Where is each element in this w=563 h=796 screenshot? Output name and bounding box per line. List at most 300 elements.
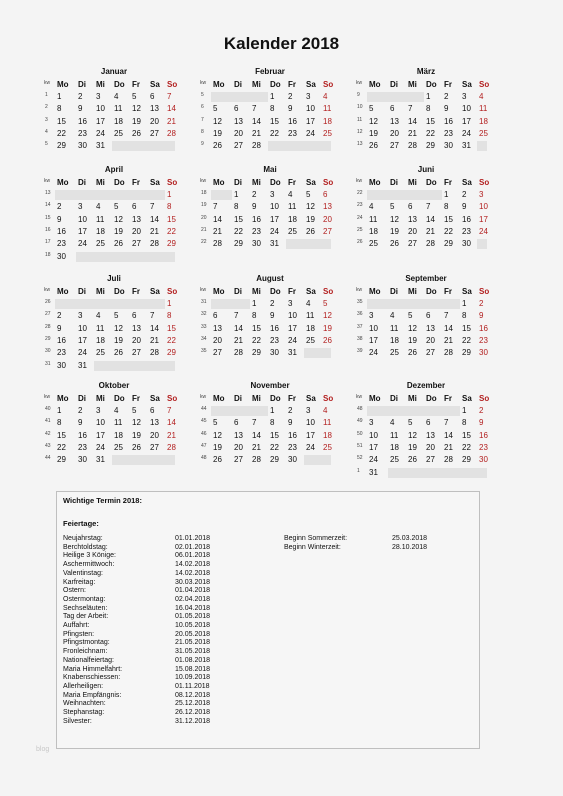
kw-header: kw bbox=[200, 287, 207, 293]
week-number: 44 bbox=[45, 455, 51, 462]
day-cell: 26 bbox=[114, 239, 123, 249]
weekday-header: Fr bbox=[444, 287, 452, 296]
day-cell: 22 bbox=[462, 442, 471, 452]
day-cell: 29 bbox=[426, 141, 435, 151]
day-cell: 1 bbox=[252, 299, 257, 308]
weekday-header: Sa bbox=[150, 287, 160, 296]
day-cell: 14 bbox=[444, 323, 453, 333]
day-cell: 24 bbox=[306, 442, 315, 452]
day-cell: 4 bbox=[323, 406, 328, 415]
day-cell: 3 bbox=[78, 202, 83, 212]
day-cell: 9 bbox=[444, 104, 449, 114]
empty-day-shade bbox=[268, 141, 331, 151]
day-cell: 14 bbox=[150, 323, 159, 333]
day-cell: 31 bbox=[369, 467, 378, 477]
week-number: 45 bbox=[201, 418, 207, 425]
holiday-name: Sechseläuten: bbox=[63, 604, 108, 612]
day-cell: 13 bbox=[426, 323, 435, 333]
day-cell: 9 bbox=[462, 202, 467, 212]
month-name: April bbox=[104, 165, 124, 174]
day-cell: 15 bbox=[462, 323, 471, 333]
day-cell: 14 bbox=[167, 104, 176, 114]
day-cell: 12 bbox=[390, 214, 399, 224]
weekday-header: Sa bbox=[150, 178, 160, 187]
kw-header: kw bbox=[44, 178, 51, 184]
holiday-date: 01.11.2018 bbox=[175, 682, 210, 690]
day-cell: 4 bbox=[306, 299, 311, 308]
day-cell: 19 bbox=[132, 116, 141, 126]
day-cell: 22 bbox=[270, 442, 279, 452]
day-cell: 16 bbox=[288, 430, 297, 440]
day-cell: 5 bbox=[213, 104, 218, 114]
weekday-header: So bbox=[167, 178, 178, 187]
weekday-header: Mo bbox=[57, 178, 69, 187]
week-number: 44 bbox=[201, 406, 207, 412]
week-number: 31 bbox=[201, 299, 207, 305]
day-cell: 30 bbox=[78, 141, 87, 151]
day-cell: 8 bbox=[270, 104, 275, 114]
weekday-header: So bbox=[479, 80, 490, 89]
day-cell: 3 bbox=[306, 92, 311, 101]
weekday-header: Do bbox=[114, 287, 125, 296]
weekday-header: Mo bbox=[369, 178, 381, 187]
month-name: Juli bbox=[107, 274, 121, 283]
day-cell: 28 bbox=[426, 239, 435, 249]
weekday-header: Mi bbox=[96, 80, 105, 89]
day-cell: 13 bbox=[132, 214, 141, 224]
weekday-header: Mi bbox=[408, 80, 417, 89]
day-cell: 1 bbox=[57, 92, 62, 101]
holiday-date: 01.05.2018 bbox=[175, 613, 211, 621]
weekday-header: Mo bbox=[213, 394, 225, 403]
day-cell: 29 bbox=[234, 239, 243, 249]
weekday-header: Mi bbox=[96, 394, 105, 403]
day-cell: 28 bbox=[234, 348, 243, 358]
day-cell: 6 bbox=[323, 190, 328, 199]
holiday-name: Ostern: bbox=[63, 587, 86, 595]
weekday-header: Sa bbox=[462, 394, 472, 403]
day-cell: 4 bbox=[114, 92, 119, 101]
day-cell: 11 bbox=[390, 323, 399, 333]
day-cell: 29 bbox=[167, 348, 176, 358]
day-cell: 17 bbox=[288, 323, 297, 333]
month-name: Januar bbox=[100, 67, 128, 76]
day-cell: 8 bbox=[462, 418, 467, 428]
month-name: Juni bbox=[417, 165, 435, 174]
day-cell: 9 bbox=[288, 418, 293, 428]
day-cell: 30 bbox=[462, 239, 471, 249]
day-cell: 6 bbox=[150, 406, 155, 415]
day-cell: 29 bbox=[462, 348, 471, 358]
day-cell: 6 bbox=[426, 311, 431, 321]
day-cell: 7 bbox=[426, 202, 431, 212]
month-name: Dezember bbox=[406, 381, 446, 390]
week-number: 47 bbox=[201, 442, 207, 449]
holiday-name: Maria Himmelfahrt: bbox=[63, 665, 123, 673]
empty-day-shade bbox=[112, 141, 175, 151]
weekday-header: Do bbox=[114, 178, 125, 187]
day-cell: 31 bbox=[96, 141, 105, 151]
month-name: September bbox=[405, 274, 447, 283]
day-cell: 1 bbox=[444, 190, 449, 199]
day-cell: 8 bbox=[234, 202, 239, 212]
day-cell: 27 bbox=[426, 348, 435, 358]
day-cell: 7 bbox=[408, 104, 413, 114]
weekday-header: Fr bbox=[288, 394, 296, 403]
holiday-box-subtitle: Feiertage: bbox=[63, 519, 99, 528]
weekday-header: Mi bbox=[252, 178, 261, 187]
day-cell: 26 bbox=[323, 335, 332, 345]
day-cell: 18 bbox=[114, 116, 123, 126]
holiday-date: 21.05.2018 bbox=[175, 639, 211, 647]
day-cell: 19 bbox=[390, 226, 399, 236]
week-number: 11 bbox=[357, 116, 363, 123]
day-cell: 7 bbox=[213, 202, 218, 212]
day-cell: 18 bbox=[306, 323, 315, 333]
week-number: 23 bbox=[357, 202, 363, 209]
weekday-header: Fr bbox=[132, 287, 140, 296]
weekday-header: Fr bbox=[288, 80, 296, 89]
day-cell: 6 bbox=[390, 104, 395, 114]
week-number: 33 bbox=[201, 323, 207, 330]
day-cell: 1 bbox=[426, 92, 431, 101]
day-cell: 26 bbox=[213, 141, 222, 151]
day-cell: 27 bbox=[234, 455, 243, 465]
day-cell: 8 bbox=[57, 104, 62, 114]
day-cell: 10 bbox=[306, 418, 315, 428]
day-cell: 9 bbox=[78, 104, 83, 114]
day-cell: 2 bbox=[57, 202, 62, 212]
week-number: 18 bbox=[201, 190, 207, 196]
day-cell: 26 bbox=[132, 442, 141, 452]
day-cell: 4 bbox=[114, 406, 119, 415]
holiday-date: 31.12.2018 bbox=[175, 717, 211, 725]
day-cell: 11 bbox=[390, 430, 399, 440]
day-cell: 7 bbox=[150, 202, 155, 212]
day-cell: 20 bbox=[213, 335, 222, 345]
day-cell: 22 bbox=[462, 335, 471, 345]
empty-day-shade bbox=[286, 239, 331, 249]
weekday-header: Mi bbox=[408, 394, 417, 403]
day-cell: 22 bbox=[234, 226, 243, 236]
weekday-header: So bbox=[323, 287, 334, 296]
empty-day-shade bbox=[211, 190, 232, 200]
day-cell: 28 bbox=[408, 141, 417, 151]
day-cell: 10 bbox=[479, 202, 488, 212]
day-cell: 6 bbox=[426, 418, 431, 428]
weekday-header: Di bbox=[78, 394, 86, 403]
week-number: 6 bbox=[201, 104, 204, 111]
day-cell: 31 bbox=[78, 360, 87, 370]
holiday-date: 10.09.2018 bbox=[175, 674, 211, 682]
day-cell: 29 bbox=[252, 348, 261, 358]
empty-day-shade bbox=[55, 190, 165, 200]
weekday-header: Di bbox=[234, 178, 242, 187]
day-cell: 12 bbox=[323, 311, 332, 321]
day-cell: 6 bbox=[132, 202, 137, 212]
day-cell: 24 bbox=[78, 348, 87, 358]
day-cell: 18 bbox=[323, 116, 332, 126]
day-cell: 25 bbox=[306, 335, 315, 345]
day-cell: 19 bbox=[323, 323, 332, 333]
week-number: 19 bbox=[201, 202, 207, 209]
day-cell: 5 bbox=[132, 92, 137, 101]
day-cell: 17 bbox=[306, 116, 315, 126]
empty-day-shade bbox=[112, 455, 175, 465]
week-number: 36 bbox=[357, 311, 363, 318]
kw-header: kw bbox=[44, 80, 51, 86]
day-cell: 26 bbox=[306, 226, 315, 236]
day-cell: 28 bbox=[252, 141, 261, 151]
week-number: 7 bbox=[201, 116, 204, 123]
day-cell: 29 bbox=[57, 455, 66, 465]
day-cell: 23 bbox=[462, 226, 471, 236]
day-cell: 30 bbox=[57, 251, 66, 261]
day-cell: 2 bbox=[78, 92, 83, 101]
day-cell: 3 bbox=[462, 92, 467, 101]
weekday-header: Do bbox=[426, 178, 437, 187]
day-cell: 14 bbox=[213, 214, 222, 224]
weekday-header: Do bbox=[426, 80, 437, 89]
holiday-date: 31.05.2018 bbox=[175, 648, 211, 656]
empty-day-shade bbox=[94, 361, 175, 371]
holiday-date: 14.02.2018 bbox=[175, 569, 211, 577]
day-cell: 20 bbox=[150, 430, 159, 440]
day-cell: 27 bbox=[323, 226, 332, 236]
time-change-name: Beginn Sommerzeit: bbox=[284, 535, 348, 542]
day-cell: 30 bbox=[479, 455, 488, 465]
day-cell: 12 bbox=[114, 323, 123, 333]
weekday-header: Di bbox=[390, 394, 398, 403]
day-cell: 23 bbox=[270, 335, 279, 345]
weekday-header: So bbox=[323, 394, 334, 403]
day-cell: 17 bbox=[96, 116, 105, 126]
empty-day-shade bbox=[211, 406, 268, 416]
day-cell: 19 bbox=[213, 442, 222, 452]
day-cell: 27 bbox=[426, 455, 435, 465]
week-number: 10 bbox=[357, 104, 363, 111]
week-number: 34 bbox=[201, 335, 207, 342]
day-cell: 9 bbox=[252, 202, 257, 212]
weekday-header: Mo bbox=[57, 80, 69, 89]
day-cell: 17 bbox=[479, 214, 488, 224]
empty-day-shade bbox=[367, 406, 460, 416]
weekday-header: Do bbox=[270, 178, 281, 187]
day-cell: 10 bbox=[306, 104, 315, 114]
weekday-header: Fr bbox=[444, 394, 452, 403]
day-cell: 24 bbox=[78, 239, 87, 249]
day-cell: 26 bbox=[390, 239, 399, 249]
day-cell: 4 bbox=[288, 190, 293, 199]
day-cell: 20 bbox=[132, 335, 141, 345]
weekday-header: Fr bbox=[132, 80, 140, 89]
weekday-header: Mo bbox=[369, 394, 381, 403]
day-cell: 29 bbox=[444, 239, 453, 249]
day-cell: 8 bbox=[167, 311, 172, 321]
day-cell: 6 bbox=[408, 202, 413, 212]
day-cell: 5 bbox=[408, 418, 413, 428]
day-cell: 24 bbox=[369, 455, 378, 465]
day-cell: 21 bbox=[234, 335, 243, 345]
day-cell: 11 bbox=[114, 104, 123, 114]
month-name: August bbox=[256, 274, 284, 283]
day-cell: 11 bbox=[96, 323, 105, 333]
week-number: 52 bbox=[357, 455, 363, 462]
holiday-name: Tag der Arbeit: bbox=[63, 613, 109, 621]
week-number: 9 bbox=[201, 141, 204, 148]
day-cell: 18 bbox=[390, 442, 399, 452]
weekday-header: Di bbox=[390, 80, 398, 89]
day-cell: 21 bbox=[167, 116, 176, 126]
day-cell: 10 bbox=[270, 202, 279, 212]
day-cell: 28 bbox=[213, 239, 222, 249]
day-cell: 17 bbox=[78, 335, 87, 345]
day-cell: 9 bbox=[57, 214, 62, 224]
holiday-name: Pfingsten: bbox=[63, 630, 95, 638]
week-number: 8 bbox=[201, 128, 204, 135]
month-name: Februar bbox=[255, 67, 285, 76]
holiday-name: Nationalfeiertag: bbox=[63, 656, 114, 664]
week-number: 48 bbox=[201, 455, 207, 462]
day-cell: 18 bbox=[369, 226, 378, 236]
day-cell: 9 bbox=[78, 418, 83, 428]
day-cell: 27 bbox=[150, 128, 159, 138]
day-cell: 12 bbox=[114, 214, 123, 224]
day-cell: 17 bbox=[462, 116, 471, 126]
day-cell: 21 bbox=[150, 226, 159, 236]
holiday-name: Stephanstag: bbox=[63, 709, 105, 716]
week-number: 41 bbox=[45, 418, 51, 425]
month-name: März bbox=[416, 67, 436, 76]
day-cell: 7 bbox=[444, 418, 449, 428]
holiday-name: Allerheiligen: bbox=[63, 682, 104, 690]
day-cell: 14 bbox=[234, 323, 243, 333]
weekday-header: So bbox=[167, 287, 178, 296]
day-cell: 10 bbox=[288, 311, 297, 321]
weekday-header: Mi bbox=[252, 287, 261, 296]
day-cell: 10 bbox=[96, 104, 105, 114]
week-number: 5 bbox=[201, 92, 204, 98]
day-cell: 6 bbox=[234, 418, 239, 428]
day-cell: 16 bbox=[444, 116, 453, 126]
weekday-header: Sa bbox=[150, 394, 160, 403]
day-cell: 27 bbox=[408, 239, 417, 249]
day-cell: 27 bbox=[390, 141, 399, 151]
day-cell: 3 bbox=[78, 311, 83, 321]
holiday-box bbox=[56, 491, 480, 749]
weekday-header: Di bbox=[390, 287, 398, 296]
day-cell: 21 bbox=[426, 226, 435, 236]
day-cell: 16 bbox=[288, 116, 297, 126]
day-cell: 12 bbox=[306, 202, 315, 212]
day-cell: 19 bbox=[306, 214, 315, 224]
holiday-date: 15.08.2018 bbox=[175, 665, 211, 673]
day-cell: 5 bbox=[213, 418, 218, 428]
weekday-header: Mo bbox=[213, 80, 225, 89]
week-number: 20 bbox=[201, 214, 207, 221]
weekday-header: Mo bbox=[57, 287, 69, 296]
day-cell: 5 bbox=[390, 202, 395, 212]
day-cell: 24 bbox=[96, 128, 105, 138]
day-cell: 13 bbox=[408, 214, 417, 224]
day-cell: 12 bbox=[213, 430, 222, 440]
weekday-header: So bbox=[479, 394, 490, 403]
day-cell: 5 bbox=[323, 299, 328, 308]
day-cell: 2 bbox=[288, 92, 293, 101]
day-cell: 18 bbox=[114, 430, 123, 440]
holiday-date: 26.12.2018 bbox=[175, 709, 211, 716]
kw-header: kw bbox=[356, 80, 363, 86]
day-cell: 13 bbox=[150, 104, 159, 114]
day-cell: 4 bbox=[96, 311, 101, 321]
kw-header: kw bbox=[200, 80, 207, 86]
day-cell: 10 bbox=[462, 104, 471, 114]
day-cell: 30 bbox=[270, 348, 279, 358]
week-number: 13 bbox=[45, 190, 51, 196]
day-cell: 5 bbox=[132, 406, 137, 415]
day-cell: 16 bbox=[57, 335, 66, 345]
day-cell: 19 bbox=[369, 128, 378, 138]
day-cell: 15 bbox=[426, 116, 435, 126]
day-cell: 21 bbox=[408, 128, 417, 138]
weekday-header: So bbox=[479, 287, 490, 296]
day-cell: 15 bbox=[462, 430, 471, 440]
day-cell: 23 bbox=[479, 335, 488, 345]
day-cell: 1 bbox=[57, 406, 62, 415]
day-cell: 12 bbox=[213, 116, 222, 126]
empty-day-shade bbox=[304, 348, 331, 358]
watermark: blog bbox=[36, 746, 50, 753]
empty-day-shade bbox=[367, 299, 460, 309]
holiday-date: 25.12.2018 bbox=[175, 700, 211, 708]
empty-day-shade bbox=[76, 252, 175, 262]
holiday-name: Pfingstmontag: bbox=[63, 639, 110, 647]
weekday-header: Di bbox=[390, 178, 398, 187]
day-cell: 26 bbox=[213, 455, 222, 465]
empty-day-shade bbox=[304, 455, 331, 465]
empty-day-shade bbox=[211, 299, 250, 309]
empty-day-shade bbox=[367, 92, 424, 102]
holiday-date: 01.04.2018 bbox=[175, 587, 211, 595]
day-cell: 4 bbox=[369, 202, 374, 212]
weekday-header: So bbox=[167, 394, 178, 403]
day-cell: 23 bbox=[78, 442, 87, 452]
day-cell: 25 bbox=[114, 128, 123, 138]
holiday-name: Neujahrstag: bbox=[63, 535, 103, 542]
day-cell: 21 bbox=[213, 226, 222, 236]
day-cell: 16 bbox=[57, 226, 66, 236]
day-cell: 4 bbox=[390, 311, 395, 321]
day-cell: 20 bbox=[390, 128, 399, 138]
week-number: 32 bbox=[201, 311, 207, 318]
day-cell: 22 bbox=[270, 128, 279, 138]
holiday-date: 06.01.2018 bbox=[175, 552, 211, 560]
day-cell: 12 bbox=[132, 418, 141, 428]
weekday-header: Do bbox=[426, 287, 437, 296]
day-cell: 16 bbox=[479, 430, 488, 440]
month-name: Mai bbox=[263, 165, 277, 174]
day-cell: 16 bbox=[78, 116, 87, 126]
weekday-header: Mi bbox=[252, 394, 261, 403]
day-cell: 13 bbox=[390, 116, 399, 126]
day-cell: 4 bbox=[390, 418, 395, 428]
day-cell: 6 bbox=[150, 92, 155, 101]
day-cell: 25 bbox=[369, 239, 378, 249]
week-number: 50 bbox=[357, 430, 363, 437]
day-cell: 23 bbox=[57, 239, 66, 249]
weekday-header: Do bbox=[114, 394, 125, 403]
day-cell: 6 bbox=[132, 311, 137, 321]
